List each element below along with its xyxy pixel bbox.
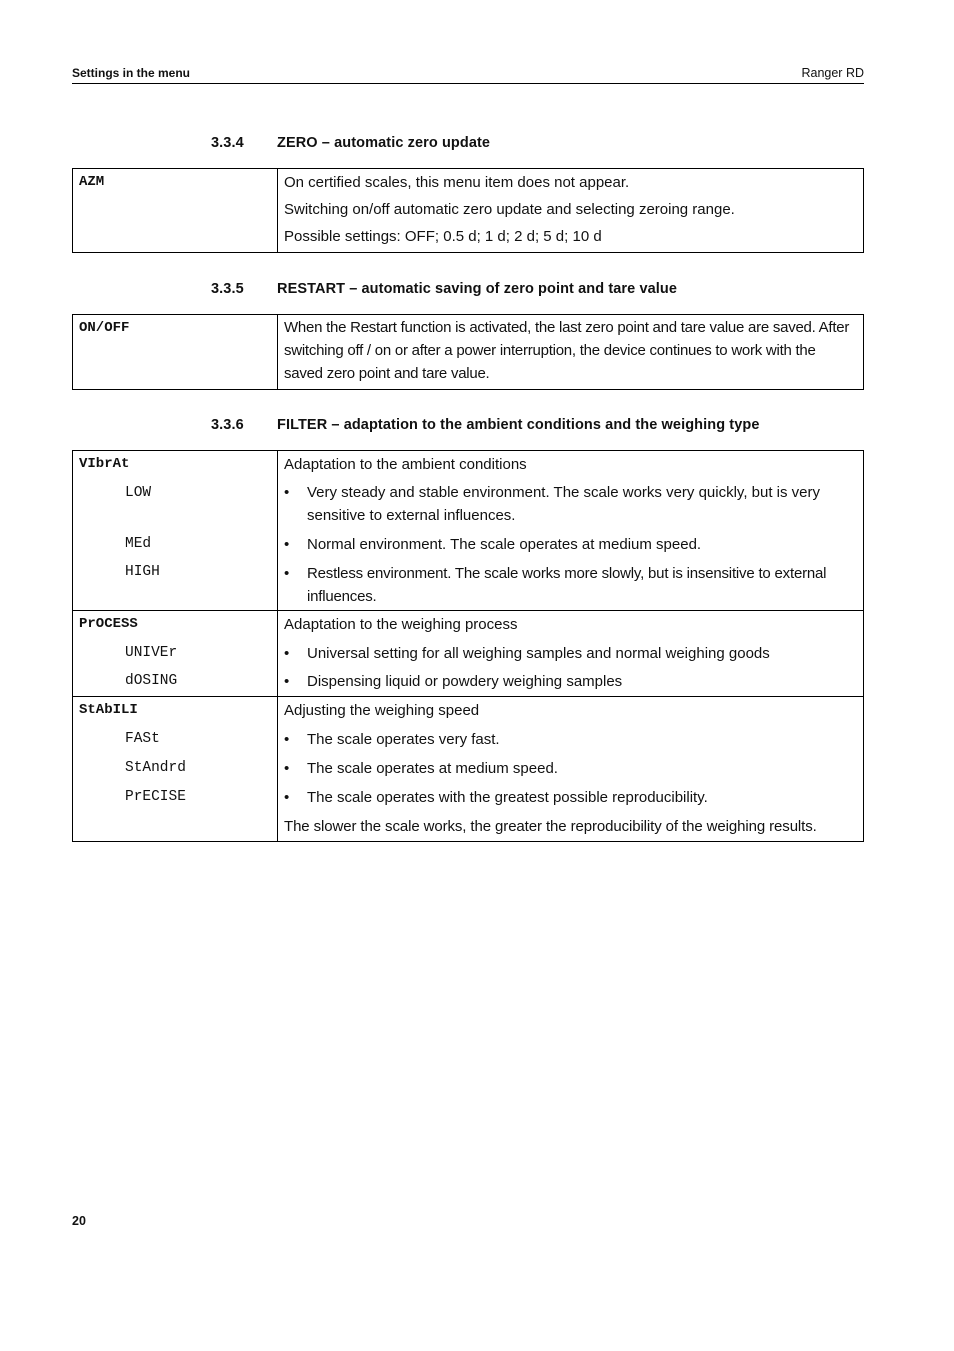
table-row	[73, 169, 864, 253]
list-item	[278, 478, 863, 529]
setting-key-cell	[73, 169, 278, 253]
page-number: 20	[72, 1214, 86, 1228]
list-item	[278, 558, 863, 610]
description-text: When the Restart function is activated, the last zero point and tare value are saved. After switching off / on or after a power interruption, the device continues to work with the saved zero point and tare value.	[284, 319, 850, 382]
section-title-filter	[211, 417, 760, 433]
description-line: On certified scales, this menu item does not appear.	[284, 174, 630, 191]
description-intro: Adaptation to the weighing process	[284, 616, 518, 633]
list-item	[278, 782, 863, 811]
bullet-icon: •	[284, 565, 290, 582]
description-intro: Adjusting the weighing speed	[284, 702, 480, 719]
description-intro: Adaptation to the ambient conditions	[284, 456, 527, 473]
running-header-left: Settings in the menu	[72, 66, 191, 80]
setting-key-cell	[73, 611, 278, 697]
option-code: FASt	[125, 731, 160, 747]
option-description: The scale operates with the greatest possible reproducibility.	[307, 789, 708, 806]
section-heading: FILTER – adaptation to the ambient conditions and the weighing type	[277, 417, 760, 433]
option-code: LOW	[125, 485, 152, 501]
setting-description-cell	[278, 697, 864, 842]
list-item	[278, 667, 863, 696]
setting-description-cell	[278, 169, 864, 253]
section-title-restart	[211, 281, 677, 297]
setting-key: ON/OFF	[79, 320, 130, 336]
bullet-icon: •	[284, 645, 290, 662]
option-code: dOSING	[125, 673, 178, 689]
setting-key-cell	[73, 315, 278, 390]
option-description: Very steady and stable environment. The scale works very quickly, but is very sensitive to external influences.	[307, 484, 821, 524]
section-heading: ZERO – automatic zero update	[277, 135, 491, 151]
bullet-icon: •	[284, 760, 290, 777]
setting-key-cell	[73, 451, 278, 611]
restart-settings-table	[72, 314, 864, 390]
option-code: PrECISE	[125, 789, 186, 805]
option-description: Restless environment. The scale works more slowly, but is insensitive to external influences.	[307, 565, 827, 605]
option-code: UNIVEr	[125, 645, 178, 661]
setting-key: StAbILI	[79, 702, 138, 718]
filter-settings-table	[72, 450, 864, 842]
section-number: 3.3.5	[211, 281, 244, 297]
bullet-icon: •	[284, 731, 290, 748]
setting-key-cell	[73, 697, 278, 842]
option-description: Dispensing liquid or powdery weighing samples	[307, 673, 623, 690]
setting-key: AZM	[79, 174, 105, 190]
bullet-icon: •	[284, 789, 290, 806]
section-number: 3.3.6	[211, 417, 244, 433]
list-item	[278, 724, 863, 753]
setting-description-cell	[278, 451, 864, 611]
list-item	[278, 753, 863, 782]
table-row	[73, 697, 864, 842]
option-code: StAndrd	[125, 760, 186, 776]
description-line: Switching on/off automatic zero update and selecting zeroing range.	[284, 201, 735, 218]
bullet-icon: •	[284, 673, 290, 690]
section-number: 3.3.4	[211, 135, 244, 151]
section-heading: RESTART – automatic saving of zero point and tare value	[277, 281, 678, 297]
section-title-zero	[211, 135, 490, 151]
option-description: Universal setting for all weighing samples and normal weighing goods	[307, 645, 770, 662]
setting-key: PrOCESS	[79, 616, 138, 632]
table-row	[73, 451, 864, 611]
table-row	[73, 611, 864, 697]
setting-key: VIbrAt	[79, 456, 130, 472]
running-header-right: Ranger RD	[801, 66, 864, 80]
setting-description-cell	[278, 611, 864, 697]
option-description: The scale operates very fast.	[307, 731, 500, 748]
setting-description-cell	[278, 315, 864, 390]
description-line: Possible settings: OFF; 0.5 d; 1 d; 2 d; 5 d; 10 d	[284, 228, 602, 245]
header-rule	[72, 83, 864, 84]
zero-settings-table	[72, 168, 864, 253]
bullet-icon: •	[284, 484, 290, 501]
list-item	[278, 638, 863, 667]
option-description: The scale operates at medium speed.	[307, 760, 558, 777]
option-code: HIGH	[125, 564, 160, 580]
table-row	[73, 315, 864, 390]
option-description: Normal environment. The scale operates at medium speed.	[307, 536, 702, 553]
option-code: MEd	[125, 536, 152, 552]
list-item	[278, 529, 863, 558]
bullet-icon: •	[284, 536, 290, 553]
description-note: The slower the scale works, the greater the reproducibility of the weighing results.	[284, 818, 817, 835]
